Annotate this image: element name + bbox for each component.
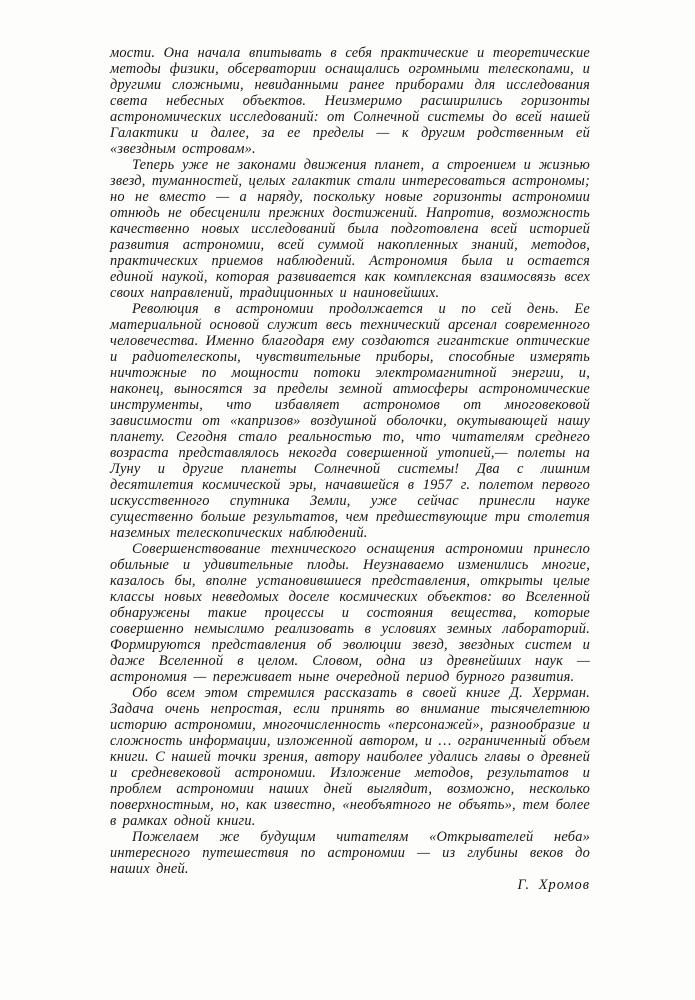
preface-text-block [110, 45, 590, 893]
paragraph: Революция в астрономии продолжается и по сей день. Ее материальной основой служит весь технический арсенал современного человечества. Именно благодаря ему создаются гигантские оптические и радиотелескопы, чувствительные приборы, способные измерять ничтожные по мощности потоки электромагнитной энергии, и, наконец, выносятся за пределы земной атмосферы астрономические инструменты, что избавляет астрономов от многовековой зависимости от «капризов» воздушной оболочки, окутывающей нашу планету. Сегодня стало реальностью то, что читателям среднего возраста представлялось некогда совершенной утопией,— полеты на Луну и другие планеты Солнечной системы! Два с лишним десятилетия космической эры, начавшейся в 1957 г. полетом первого искусственного спутника Земли, уже сейчас принесли науке существенно больше результатов, чем предшествующие три столетия наземных телескопических наблюдений. [110, 301, 590, 541]
paragraph: Совершенствование технического оснащения астрономии принесло обильные и удивительные плоды. Неузнаваемо изменились многие, казалось бы, вполне установившиеся представления, открыты целые классы новых неведомых доселе космических объектов: во Вселенной обнаружены такие процессы и состояния вещества, которые совершенно немыслимо реализовать в условиях земных лабораторий. Формируются представления об эволюции звезд, звездных систем и даже Вселенной в целом. Словом, одна из древнейших наук — астрономия — переживает ныне очередной период бурного развития. [110, 541, 590, 685]
paragraph-continuation: мости. Она начала впитывать в себя практические и теоретические методы физики, обсерватории оснащались огромными телескопами, и другими сложными, невиданными ранее приборами для исследования света небесных объектов. Неизмеримо расширились горизонты астрономических исследований: от Солнечной системы до всей нашей Галактики и далее, за ее пределы — к другим родственным ей «звездным островам». [110, 45, 590, 157]
paragraph: Обо всем этом стремился рассказать в своей книге Д. Херрман. Задача очень непростая, если принять во внимание тысячелетнюю историю астрономии, многочисленность «персонажей», разнообразие и сложность информации, изложенной автором, и … ограниченный объем книги. С нашей точки зрения, автору наиболее удались главы о древней и средневековой астрономии. Изложение методов, результатов и проблем астрономии наших дней выглядит, возможно, несколько поверхностным, но, как известно, «необъятного не объять», тем более в рамках одной книги. [110, 685, 591, 829]
paragraph: Теперь уже не законами движения планет, а строением и жизнью звезд, туманностей, целых галактик стали интересоваться астрономы; но не вместо — а наряду, поскольку новые горизонты астрономии отнюдь не обесценили прежних достижений. Напротив, возможность качественно новых исследований была подготовлена всей историей развития астрономии, всей суммой накопленных знаний, методов, практических приемов наблюдений. Астрономия была и остается единой наукой, которая развивается как комплексная взаимосвязь всех своих направлений, традиционных и наиновейших. [110, 157, 590, 301]
author-signature: Г. Хромов [517, 877, 590, 893]
paragraph: Пожелаем же будущим читателям «Открывателей неба» интересного путешествия по астрономии — из глубины веков до наших дней. [110, 829, 590, 877]
